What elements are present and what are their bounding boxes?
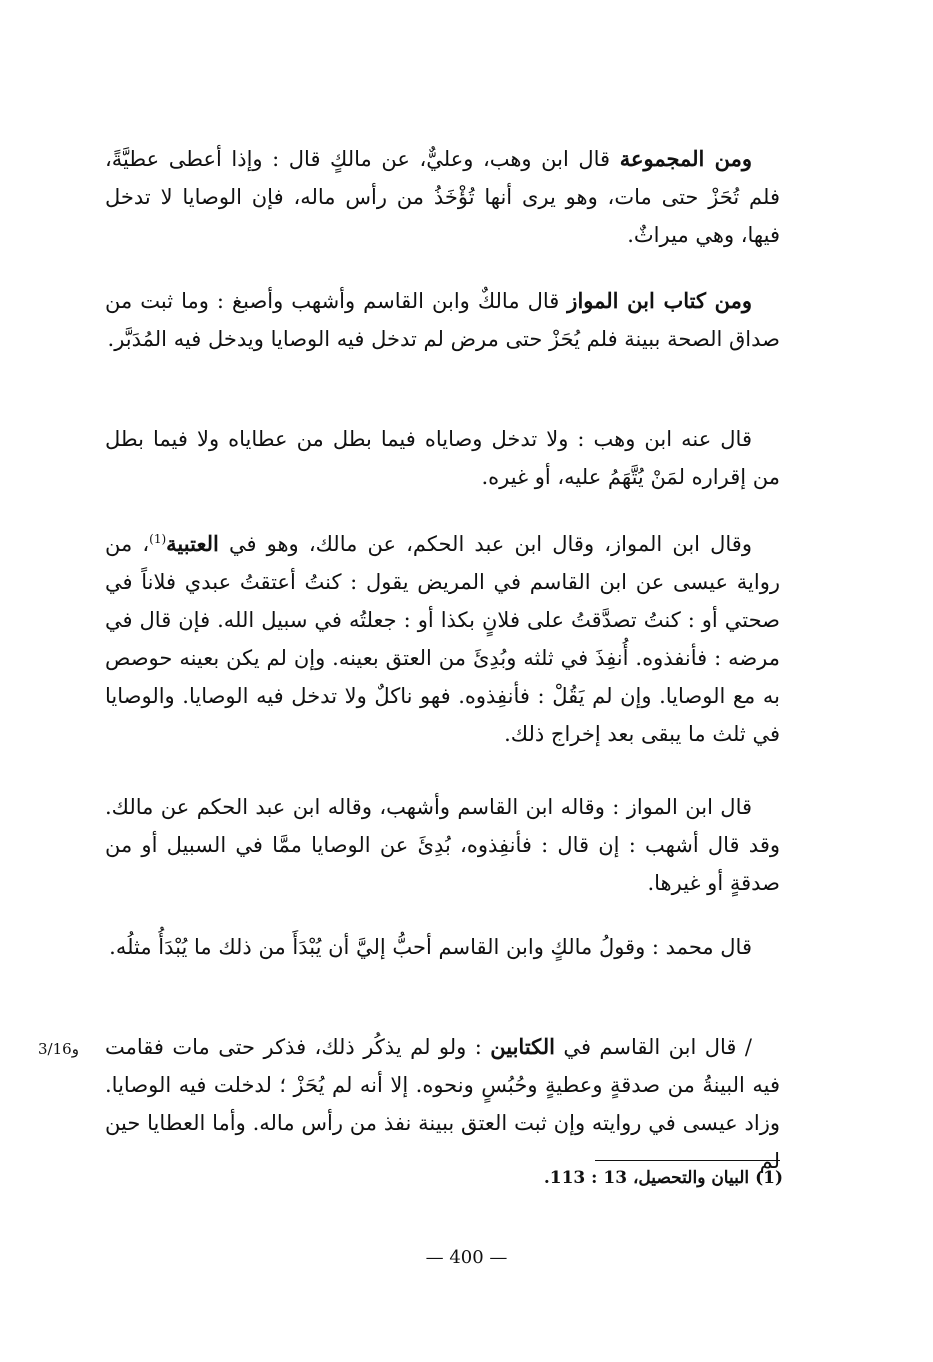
paragraph-7 [105,1028,780,1180]
paragraph-2 [105,282,780,358]
paragraph-text-pre: / قال ابن القاسم في [555,1035,752,1059]
source-title: الكتابين [490,1034,555,1059]
paragraph-text: ، من رواية عيسى عن ابن القاسم في المريض يقول : كنتُ أعتقتُ عبدي فلاناً في صحتي أو : كنتُ تصدَّقتُ على فلانٍ بكذا أو : جعلتُه في سبيل الله. فإن قال في مرضه : فأنفذوه. أُنفِذَ في ثلثه وبُدِئَ من العتق بعينه. وإن لم يكن بعينه حوصص به مع الوصايا. وإن لم يَقُلْ : فأنفِذوه. فهو ناكلٌ ولا تدخل فيه الوصايا. والوصايا في ثلث ما يبقى بعد إخراج ذلك. [105,532,780,746]
paragraph-4 [105,520,780,753]
paragraph-text: قال ابن وهب، وعليٌّ، عن مالكٍ قال : وإذا أعطى عطيَّةً، فلم تُحَزْ حتى مات، وهو يرى أنها تُؤْخَذُ من رأس ماله، فإن الوصايا لا تدخل فيها، وهي ميراثٌ. [105,147,780,247]
paragraph-3 [105,420,780,496]
paragraph-text: قال ابن المواز : وقاله ابن القاسم وأشهب، وقاله ابن عبد الحكم عن مالك. وقد قال أشهب : إن قال : فأنفِذوه، بُدِئَ عن الوصايا ممَّا في السبيل أو من صدقةٍ أو غيرها. [105,795,780,895]
paragraph-5 [105,788,780,902]
footnote-divider [595,1160,780,1161]
paragraph-text-pre: وقال ابن المواز، وقال ابن عبد الحكم، عن مالك، وهو في [218,532,752,556]
paragraph-text: قال مالكٌ وابن القاسم وأشهب وأصبغ : وما ثبت من صداق الصحة ببينة فلم يُحَزْ حتى مرض لم تدخل فيه الوصايا ويدخل فيه المُدَبَّر. [105,289,780,351]
page-number: — 400 — [425,1247,508,1268]
paragraph-text: قال عنه ابن وهب : ولا تدخل وصاياه فيما بطل من عطاياه ولا فيما بطل من إقراره لمَنْ يُتَّهَمُ عليه، أو غيره. [105,427,780,489]
source-title: العتبية [166,531,219,556]
manuscript-folio-note: 3/16و [38,1040,79,1058]
footnote-ref: (1) [149,532,167,546]
paragraph-1 [105,140,780,254]
paragraph-6 [105,928,780,966]
source-title: ومن كتاب ابن المواز [567,288,752,313]
footnote: (1) البيان والتحصيل، 13 : 113. [543,1168,783,1188]
source-title: ومن المجموعة [619,146,752,171]
paragraph-text: قال محمد : وقولُ مالكٍ وابن القاسم أحبُّ إليَّ أن يُبْدَأَ من ذلك ما يُبْدَأُ مثلُه. [109,935,752,959]
paragraph-text: : ولو لم يذكُر ذلك، فذكر حتى مات فقامت فيه البينةُ من صدقةٍ وعطيةٍ وحُبُسٍ ونحوه. إلا أنه لم يُحَزْ ؛ لدخلت فيه الوصايا. وزاد عيسى في روايته وإن ثبت العتق ببينة نفذ من رأس ماله. وأما العطايا حين لم [105,1035,780,1173]
